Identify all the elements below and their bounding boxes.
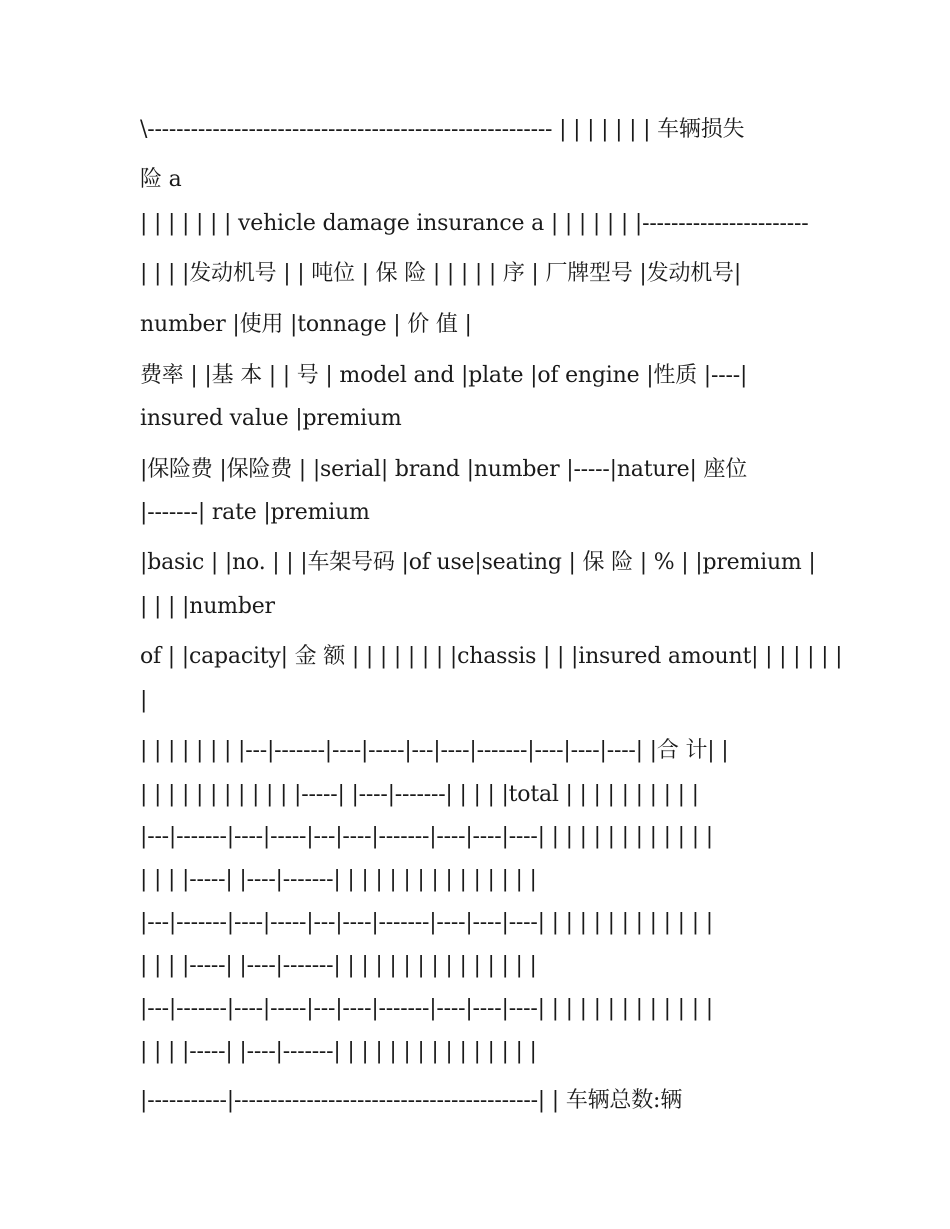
text-line: |basic | |no. | | |车架号码 |of use|seating | 保 险 | % | |premium |	[140, 550, 816, 575]
text-line: |---|-------|----|-----|---|----|-------|----|----|----| | | | | | | | | | | | |	[140, 996, 713, 1021]
text-line: number |使用 |tonnage | 价 值 |	[140, 312, 472, 337]
text-line: | | | |-----| |----|-------| | | | | | | | | | | | | | |	[140, 1039, 537, 1064]
text-line: |---|-------|----|-----|---|----|-------|----|----|----| | | | | | | | | | | | |	[140, 910, 713, 935]
text-line: | | | |发动机号 | | 吨位 | 保 险 | | | | | 序 | 厂牌型号 |发动机号|	[140, 261, 742, 286]
text-line: |保险费 |保险费 | |serial| brand |number |-----|nature| 座位	[140, 457, 748, 482]
text-line: | | | |-----| |----|-------| | | | | | | | | | | | | | |	[140, 953, 537, 978]
text-line: |	[140, 688, 148, 713]
text-line: insured value |premium	[140, 406, 402, 431]
text-line: of | |capacity| 金 额 | | | | | | | |chassis | | |insured amount| | | | | | |	[140, 644, 843, 669]
text-line: | | | | | | | vehicle damage insurance a | | | | | | |-----------------------	[140, 211, 809, 236]
text-line: 险 a	[140, 167, 182, 192]
text-line: |-----------|------------------------------------------| | 车辆总数:辆	[140, 1088, 683, 1113]
text-line: 费率 | |基 本 | | 号 | model and |plate |of engine |性质 |----|	[140, 363, 748, 388]
text-line: | | | |number	[140, 594, 275, 619]
text-line: |---|-------|----|-----|---|----|-------|----|----|----| | | | | | | | | | | | |	[140, 824, 713, 849]
text-line: | | | | | | | | | | | |-----| |----|-------| | | | |total | | | | | | | | | |	[140, 782, 699, 807]
text-line: \-------------------------------------------------------- | | | | | | | 车辆损失	[140, 117, 745, 142]
text-line: | | | | | | | |---|-------|----|-----|---|----|-------|----|----|----| |合 计| |	[140, 738, 729, 763]
text-line: | | | |-----| |----|-------| | | | | | | | | | | | | | |	[140, 867, 537, 892]
text-line: |-------| rate |premium	[140, 500, 370, 525]
